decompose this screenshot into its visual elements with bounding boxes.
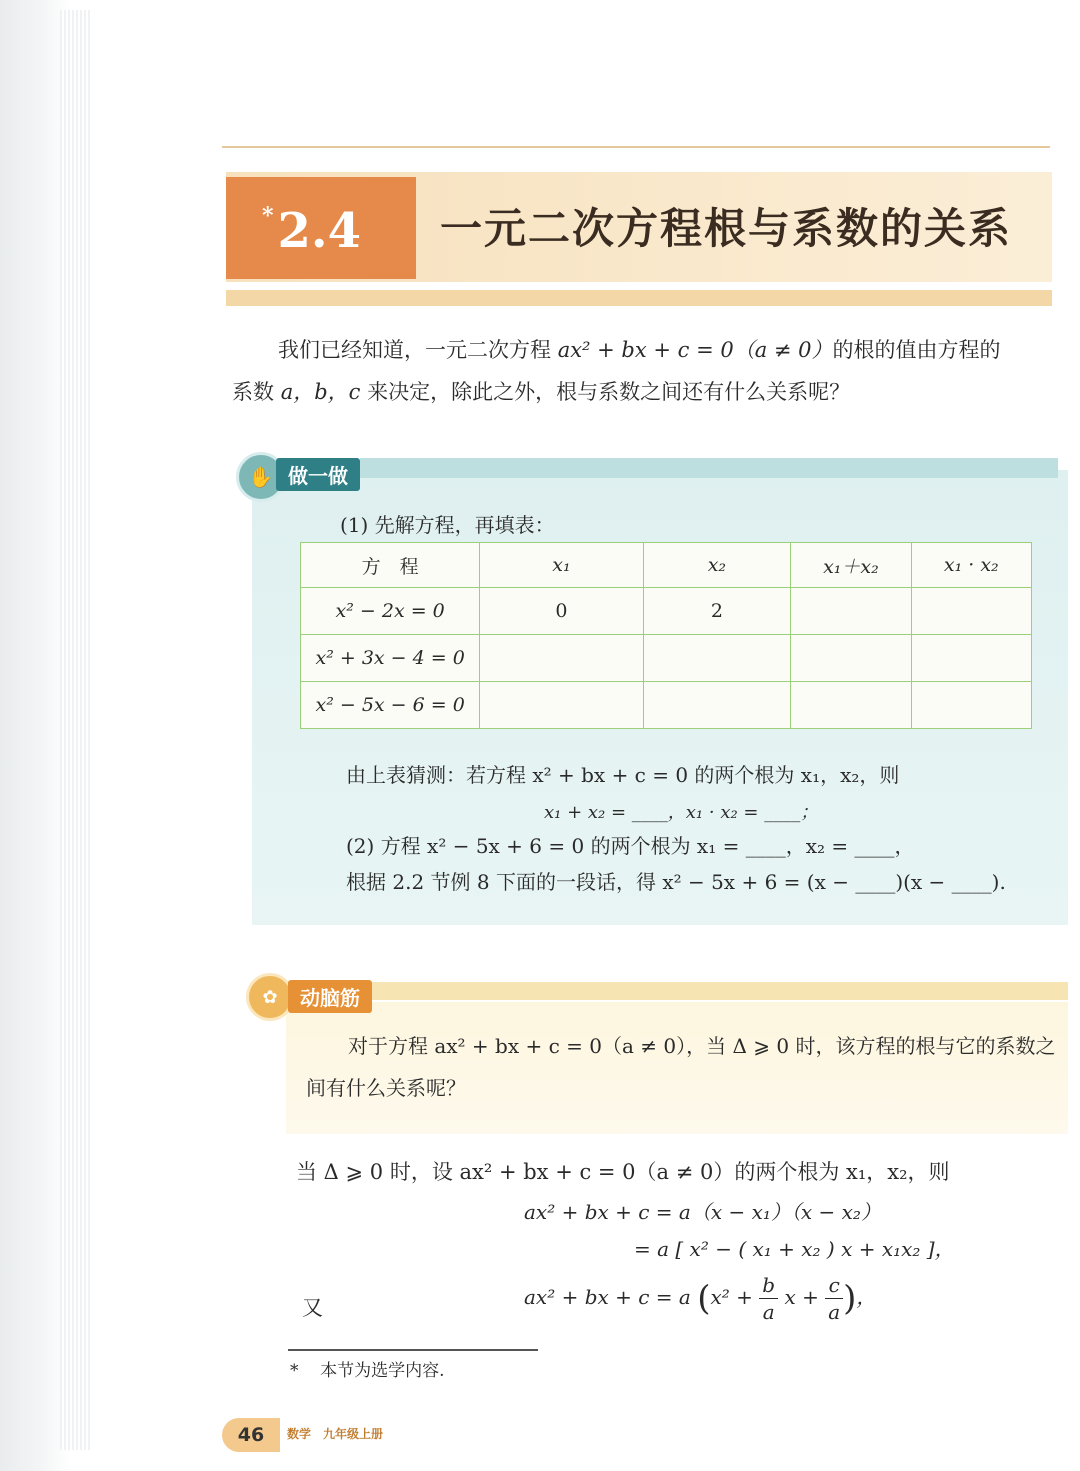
- page-number: 46: [222, 1418, 280, 1452]
- table-row: [301, 588, 1032, 635]
- brain-icon: ✿: [246, 973, 294, 1021]
- eq3-end: ，: [856, 1285, 877, 1309]
- intro-variables: a，b，c: [280, 380, 361, 404]
- guess-formula: x₁ + x₂ = ____，x₁ · x₂ = ____；: [544, 802, 819, 823]
- table-header: x₂: [643, 543, 791, 588]
- part2-line-2: 根据 2.2 节例 8 下面的一段话，得 x² − 5x + 6 = (x − ____)(x − ____).: [346, 870, 1006, 894]
- intro-text: 的根的值由方程的: [832, 338, 1001, 362]
- think-label: 动脑筋: [288, 980, 372, 1013]
- derivation-line-1: 当 Δ ⩾ 0 时，设 ax² + bx + c = 0（a ≠ 0）的两个根为 x₁，x₂，则: [296, 1160, 950, 1184]
- frac-num: b: [759, 1272, 778, 1299]
- intro-text: 来决定，除此之外，根与系数之间还有什么关系呢？: [360, 380, 851, 404]
- hand-icon: ✋: [236, 452, 286, 502]
- derivation-eq-2: = a [ x² − ( x₁ + x₂ ) x + x₁x₂ ]，: [634, 1237, 955, 1261]
- guess-line: 由上表猜测：若方程 x² + bx + c = 0 的两个根为 x₁，x₂，则: [346, 763, 900, 787]
- activity-instruction: (1) 先解方程，再填表：: [340, 513, 555, 537]
- frac-den: a: [762, 1300, 775, 1324]
- table-header: x₁: [480, 543, 643, 588]
- table-cell: [480, 682, 643, 729]
- section-number: [262, 203, 361, 259]
- think-line-1: 对于方程 ax² + bx + c = 0（a ≠ 0），当 Δ ⩾ 0 时，该方程的根与它的系数之: [348, 1034, 1056, 1058]
- eq3-x2: x² +: [710, 1285, 753, 1309]
- eq3-left: ax² + bx + c = a: [524, 1285, 691, 1309]
- fraction-b-over-a: [759, 1272, 778, 1325]
- table-cell: [911, 682, 1031, 729]
- table-cell: x² − 2x = 0: [301, 588, 480, 635]
- table-cell: [480, 635, 643, 682]
- section-number-text: 2.4: [277, 203, 362, 259]
- derivation-eq-1: ax² + bx + c = a（x − x₁）（x − x₂）: [524, 1200, 881, 1224]
- right-paren: ): [843, 1278, 857, 1319]
- table-cell: [911, 635, 1031, 682]
- table-cell: [643, 682, 791, 729]
- footnote-text: 本节为选学内容.: [320, 1361, 445, 1381]
- table-cell: 0: [480, 588, 643, 635]
- derivation-you: 又: [302, 1296, 323, 1320]
- table-cell: [911, 588, 1031, 635]
- table-cell: [791, 635, 911, 682]
- fill-in-table: [300, 542, 1032, 729]
- think-header-bar: [360, 982, 1068, 1000]
- table-row: [301, 635, 1032, 682]
- table-row: [301, 682, 1032, 729]
- footnote: [290, 1356, 445, 1381]
- title-underline-band: [226, 290, 1052, 306]
- eq3-mid: x +: [784, 1285, 819, 1309]
- section-title: 一元二次方程根与系数的关系: [440, 204, 1013, 253]
- intro-equation: ax² + bx + c = 0（a ≠ 0）: [557, 338, 833, 362]
- optional-star: *: [262, 203, 274, 229]
- table-cell: x² + 3x − 4 = 0: [301, 635, 480, 682]
- left-paren: (: [697, 1278, 711, 1319]
- table-cell: [643, 635, 791, 682]
- table-cell: x² − 5x − 6 = 0: [301, 682, 480, 729]
- part2-line-1: (2) 方程 x² − 5x + 6 = 0 的两个根为 x₁ = ____，x₂ = ____，: [346, 834, 915, 858]
- fraction-c-over-a: [825, 1272, 843, 1325]
- page-stack-edge: [60, 10, 90, 1450]
- table-header-row: [301, 543, 1032, 588]
- table-cell: [791, 682, 911, 729]
- table-cell: [791, 588, 911, 635]
- table-header: x₁＋x₂: [791, 543, 911, 588]
- header-rule: [222, 146, 1050, 148]
- derivation-eq-3: [524, 1272, 876, 1325]
- table-cell: 2: [643, 588, 791, 635]
- frac-num: c: [825, 1272, 843, 1299]
- intro-line-1: [278, 330, 1001, 370]
- intro-text: 我们已经知道，一元二次方程: [278, 338, 558, 362]
- footnote-star: *: [290, 1361, 299, 1381]
- activity-header-bar: [360, 458, 1058, 478]
- table-header: 方 程: [301, 543, 480, 588]
- footnote-rule: [288, 1349, 538, 1351]
- book-title: 数学 九年级上册: [287, 1427, 384, 1441]
- table-header: x₁ · x₂: [911, 543, 1031, 588]
- intro-text: 系数: [232, 380, 281, 404]
- intro-line-2: [232, 372, 850, 412]
- think-line-2: 间有什么关系呢？: [306, 1076, 466, 1100]
- activity-label: 做一做: [276, 458, 360, 491]
- frac-den: a: [828, 1300, 841, 1324]
